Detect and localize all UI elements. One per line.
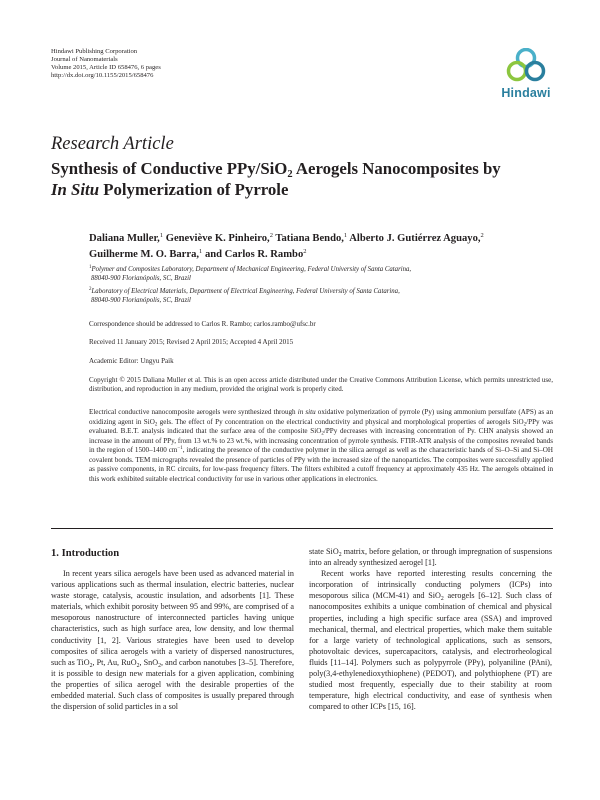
volume-info: Volume 2015, Article ID 658476, 6 pages: [51, 64, 161, 72]
hindawi-wordmark: Hindawi: [501, 86, 551, 100]
publisher-name: Hindawi Publishing Corporation: [51, 48, 138, 55]
correspondence: Correspondence should be addressed to Carlos R. Rambo; carlos.rambo@ufsc.br: [89, 320, 316, 328]
affiliation-2: $^2$Laboratory of Electrical Materials, Department of Electrical Engineering, Federal University of Santa Catarina, 88040-900 Florianópolis, SC, Brazil: [89, 287, 400, 305]
journal-name: Journal of Nanomaterials: [51, 56, 118, 64]
doi-link[interactable]: http://dx.doi.org/10.1155/2015/658476: [51, 72, 154, 80]
publication-dates: Received 11 January 2015; Revised 2 April 2015; Accepted 4 April 2015: [89, 338, 294, 346]
paragraph: state SiO$_2$ matrix, before gelation, or through impregnation of suspensions into an already synthesized aerogel [1].: [309, 547, 552, 568]
body-column-left: [51, 568, 294, 712]
section-heading-introduction: 1. Introduction: [51, 548, 120, 559]
hindawi-logo: [499, 48, 553, 106]
paragraph: In recent years silica aerogels have been used as advanced material in various applications such as thermal insulation, electric batteries, nuclear waste storage, catalysis, acoustic insulation, and adsorbents [1]. These materials, which exhibit porosity between 95 and 99%, are comprised of a mesoporous nanostructure of interconnected particles having unique characteristics, such as high surface area, low density, and low thermal conductivity [1, 2]. Various strategies have been used to develop composites of silica aerogels with a variety of dispersed nanostructures, such as TiO$_2$, Pt, Au, RuO$_2$, SnO$_2$, and carbon nanotubes [3–5]. Therefore, it is possible to design new materials for a given application, combining the properties of silica aerogel with the desirable properties of the embedded material. Such class of composites is usually prepared through the dispersion of solid particles in a sol: [51, 569, 294, 712]
academic-editor: Academic Editor: Ungyu Paik: [89, 357, 174, 365]
journal-meta: [51, 48, 161, 80]
section-divider: [51, 528, 553, 529]
hindawi-rings-icon: [504, 48, 548, 84]
copyright-notice: Copyright © 2015 Daliana Muller et al. This is an open access article distributed under the Creative Commons Attribution License, which permits unrestricted use, distribution, and reproduction in any medium, provided the original work is properly cited.: [89, 376, 553, 394]
article-type: Research Article: [51, 134, 174, 154]
affiliation-1: $^1$Polymer and Composites Laboratory, Department of Mechanical Engineering, Federal University of Santa Catarina, 88040-900 Florianópolis, SC, Brazil: [89, 265, 412, 283]
body-column-right: [309, 546, 552, 712]
abstract: Electrical conductive nanocomposite aerogels were synthesized through in situ oxidative polymerization of pyrrole (Py) using ammonium persulfate (APS) as an oxidizing agent in SiO$_2$ gels. The effect of Py concentration on the electrical conductivity and physical and morphological properties of aerogels SiO$_2$/PPy was evaluated. B.E.T. analysis indicated that the surface area of the composite SiO$_2$/PPy decreases with increasing concentration of Py. CHN analysis showed an increase in the amount of PPy, from 13 wt.% to 23 wt.%, with increasing concentration of pyrrole synthesis. FTIR-ATR analysis of the composites revealed bands in the region of 1500–1400 $cm^{-1}$, indicating the presence of the conductive polymer in the silica aerogel as well as the characteristic bands of Si–O–Si and Si–OH covalent bonds. TEM micrographs revealed the presence of particles of PPy with the increased size of the nanoparticles. The composites were successfully applied as passive components, in RC circuits, for low-pass frequency filters. The filters exhibited a cutoff frequency at approximately 435 Hz. The aerogels obtained in this work exhibited suitable electrical conductivity for use in various other applications in electronics.: [89, 408, 554, 483]
paper-title: Synthesis of Conductive PPy/SiO$_2$ Aerogels Nanocomposites by In Situ Polymerization of Pyrrole: [51, 159, 501, 199]
author-list: Daliana Muller,$^1$ Geneviève K. Pinheiro,$^2$ Tatiana Bendo,$^1$ Alberto J. Gutiérrez Aguayo,$^2$ Guilherme M. O. Barra,$^1$ and Carlos R. Rambo$^2$: [89, 232, 484, 260]
paragraph: Recent works have reported interesting results concerning the incorporation of intrinsically conducting polymers (ICPs) into mesoporous silica (MCM-41) and SiO$_2$ aerogels [6–12]. Such class of nanocomposites exhibits a unique combination of chemical and physical properties, including a high specific surface area (SSA) and improved mechanical, thermal, and electrical properties, which make them suitable for a large variety of technological applications, such as sensors, photovoltaic devices, supercapacitors, catalysis, and electrorheological fluids [11–14]. Polymers such as polypyrrole (PPy), polyaniline (PAni), poly(3,4-ethylenedioxythiophene) (PEDOT), and polythiophene (PT) are studied most frequently, especially due to their stability at room temperature, high electrical conductivity, and ease of synthesis when compared to other ICPs [15, 16].: [309, 569, 552, 712]
